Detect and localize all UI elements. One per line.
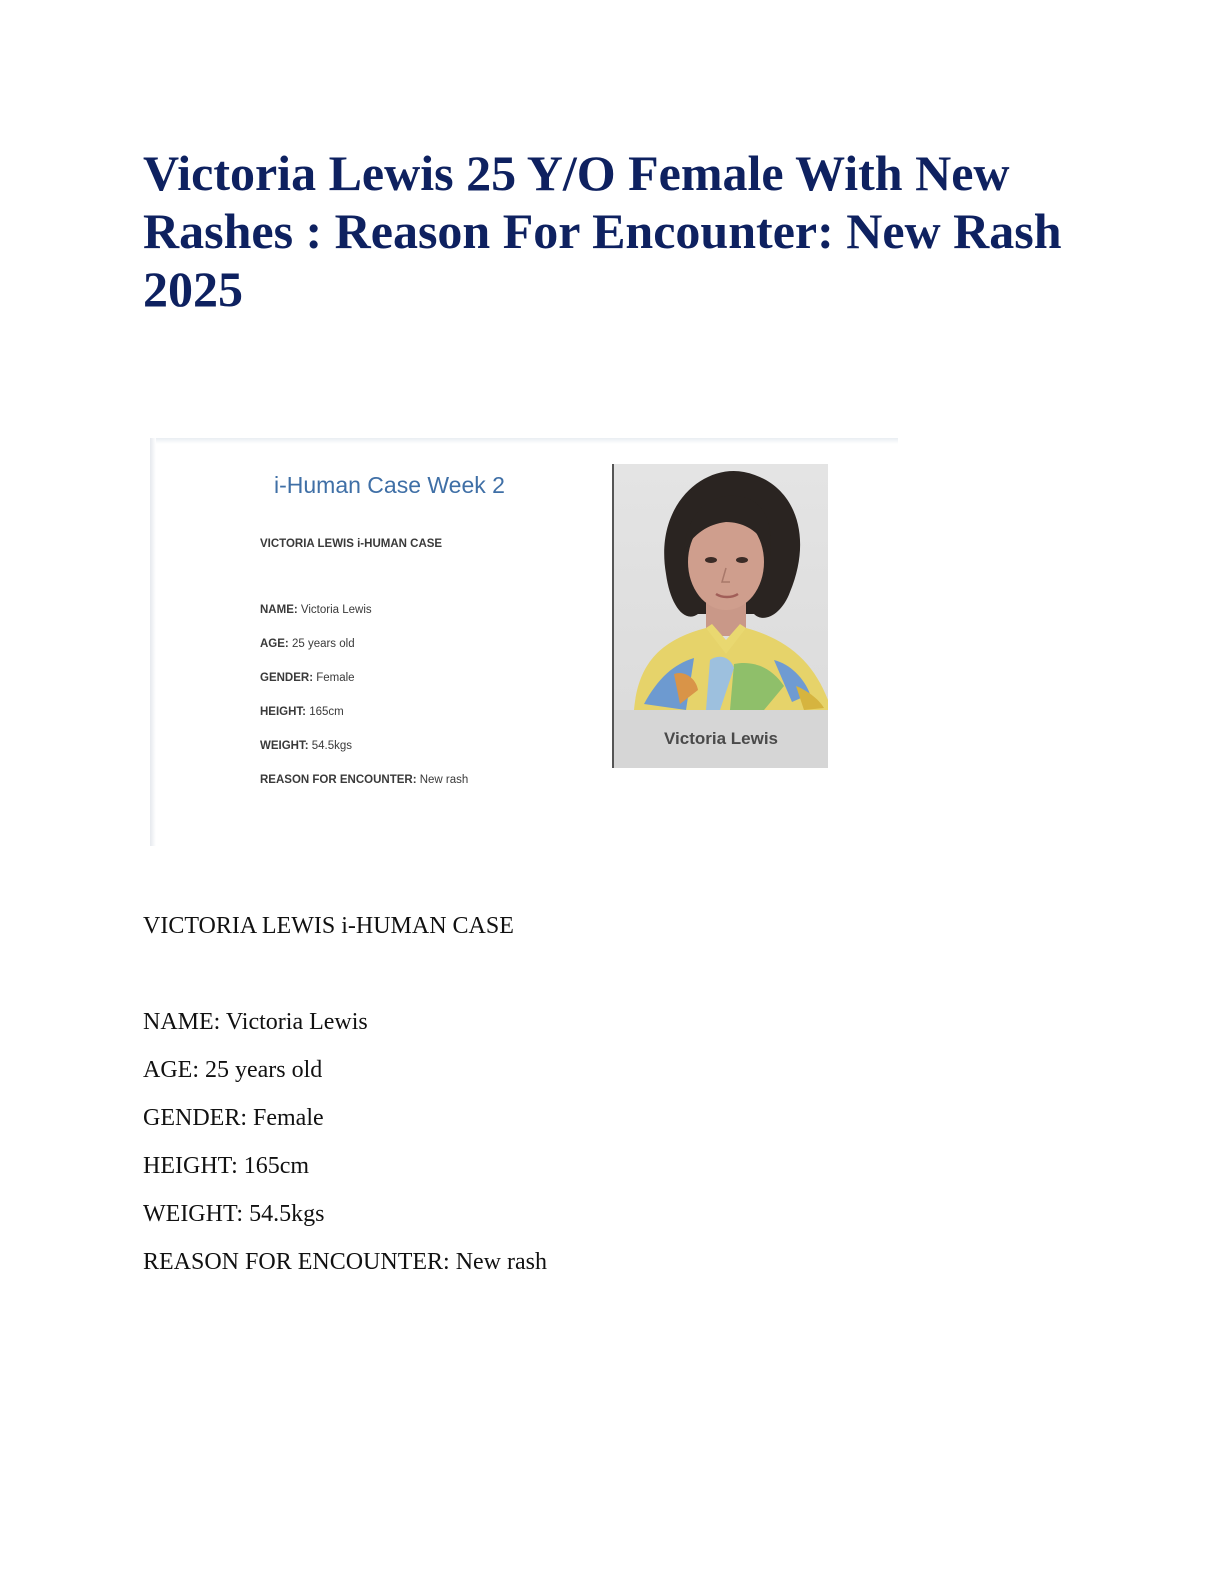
case-card-heading: i-Human Case Week 2 [274,472,505,498]
patient-info-line: NAME: Victoria Lewis [143,1009,368,1035]
field-value: 25 years old [291,638,355,650]
field-label: WEIGHT: [260,740,309,752]
case-card-subheading: VICTORIA LEWIS i-HUMAN CASE [260,538,443,550]
field-label: REASON FOR ENCOUNTER: [260,774,417,786]
field-value: 54.5kgs [311,740,353,752]
case-card-field [260,774,468,808]
case-card-field [260,672,468,706]
field-value: New rash [419,774,469,786]
portrait-caption: Victoria Lewis [614,710,828,768]
field-value: 165cm [309,706,344,718]
patient-info-line: AGE: 25 years old [143,1057,323,1083]
case-screenshot-image [150,438,898,846]
field-value: Female [316,672,355,684]
case-title-text: VICTORIA LEWIS i-HUMAN CASE [143,913,514,939]
patient-info-line: GENDER: Female [143,1105,324,1131]
field-label: AGE: [260,638,289,650]
case-card-field [260,638,468,672]
field-value: Victoria Lewis [300,604,372,616]
case-card-field [260,604,468,638]
image-top-edge [150,438,898,444]
case-card-field [260,740,468,774]
patient-avatar-illustration [614,464,828,710]
case-card-field [260,706,468,740]
patient-info-line: WEIGHT: 54.5kgs [143,1201,325,1227]
patient-info-line: HEIGHT: 165cm [143,1153,310,1179]
patient-avatar-image [614,464,828,710]
image-left-edge [150,438,156,846]
field-label: NAME: [260,604,298,616]
patient-info-list [143,1007,547,1295]
patient-info-line: REASON FOR ENCOUNTER: New rash [143,1249,547,1275]
field-label: GENDER: [260,672,314,684]
case-card-field-list [260,604,468,808]
field-label: HEIGHT: [260,706,306,718]
patient-portrait [612,464,828,768]
document-title: Victoria Lewis 25 Y/O Female With New Rashes : Reason For Encounter: New Rash 2025 [143,145,1062,317]
